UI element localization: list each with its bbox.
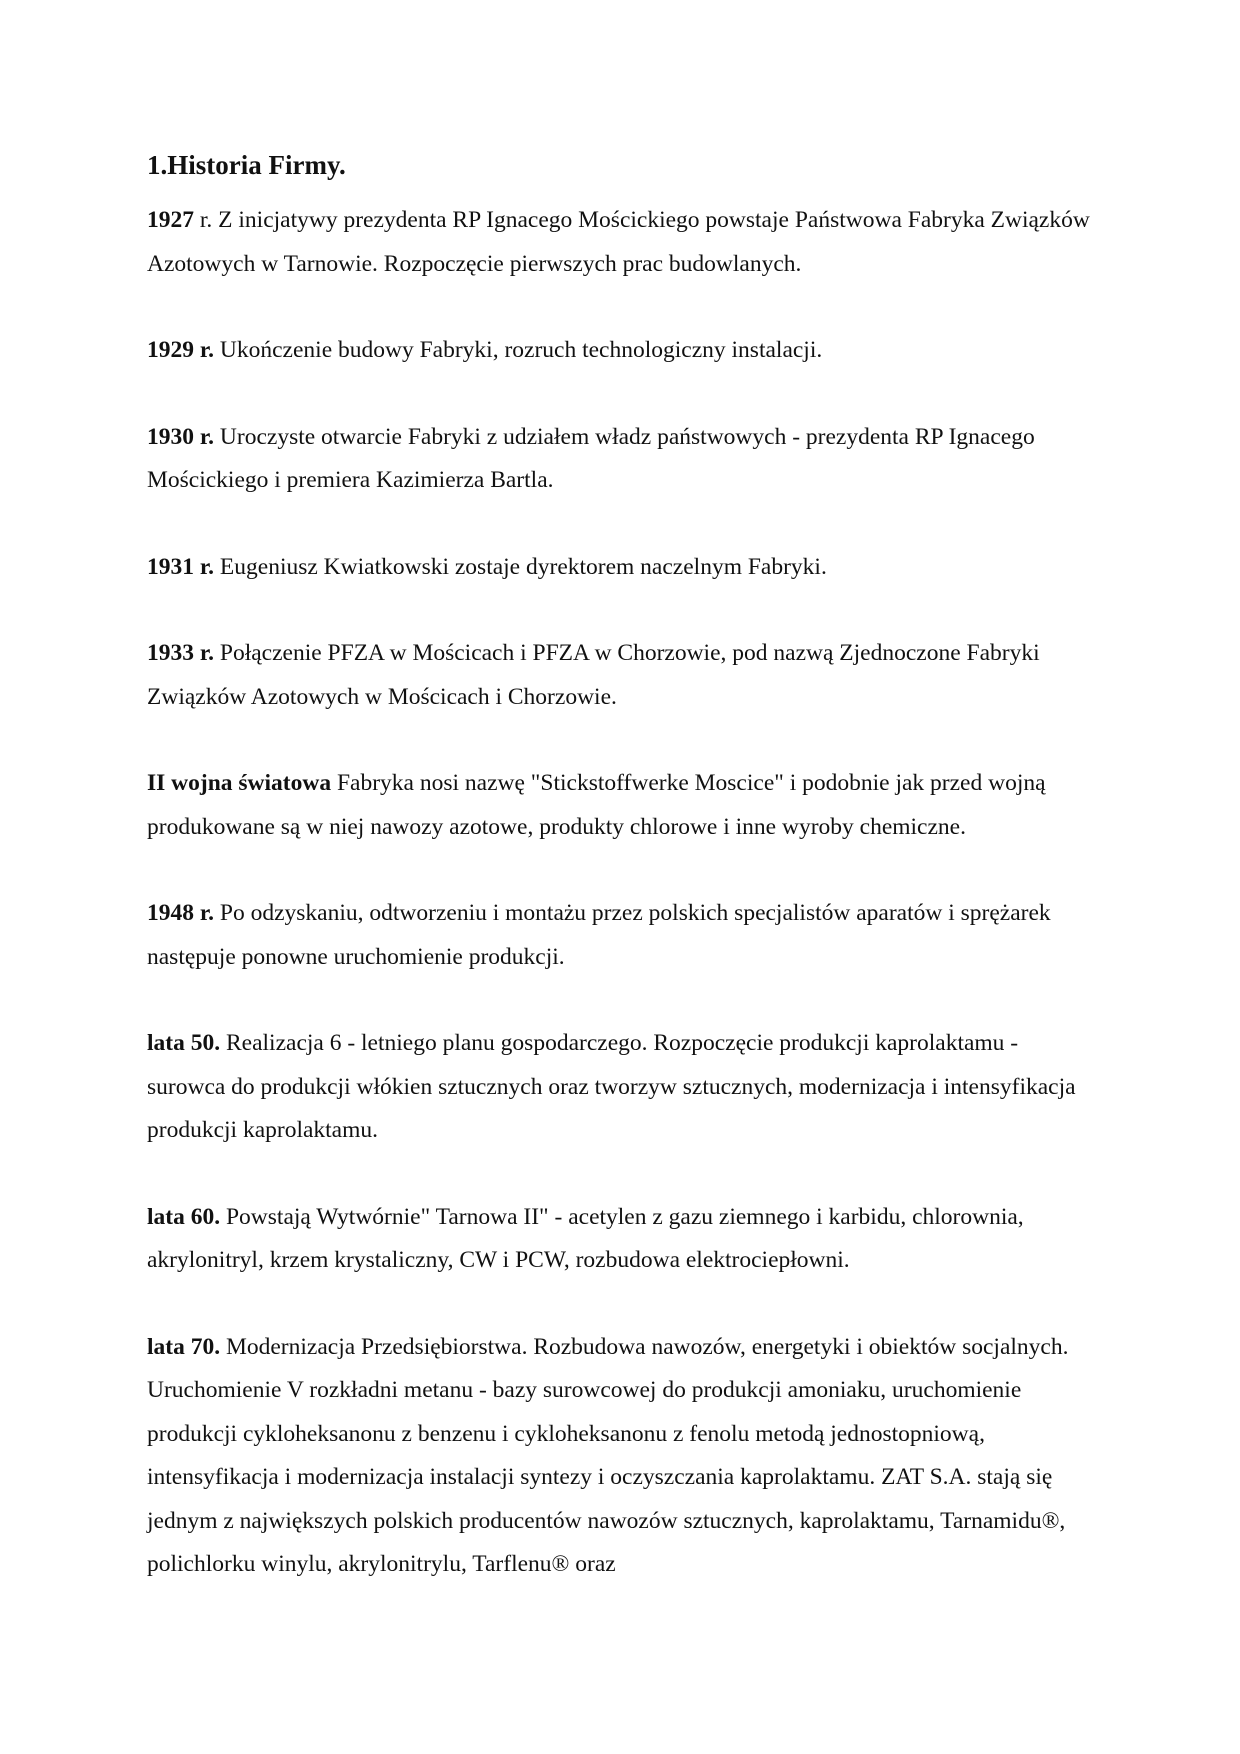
entry-text: Uroczyste otwarcie Fabryki z udziałem władz państwowych - prezydenta RP Ignacego Mościckiego i premiera Kazimierza Bartla. xyxy=(147,423,1035,493)
entry-text: Eugeniusz Kwiatkowski zostaje dyrektorem naczelnym Fabryki. xyxy=(219,553,827,580)
entry-text: Fabryka nosi nazwę "Stickstoffwerke Moscice" i podobnie jak przed wojną produkowane są w niej nawozy azotowe, produkty chlorowe i inne wyroby chemiczne. xyxy=(147,770,1046,840)
entry-label: lata 60. xyxy=(147,1203,221,1230)
entry-label: 1933 r. xyxy=(147,640,215,666)
entry-text: Połączenie PFZA w Mościcach i PFZA w Chorzowie, pod nazwą Zjednoczone Fabryki Związków Azotowych w Mościcach i Chorzowie. xyxy=(147,640,1040,710)
page-title: 1.Historia Firmy. xyxy=(147,150,346,180)
entry-label: 1929 r. xyxy=(147,337,215,363)
history-entry-1933 xyxy=(147,632,1097,719)
history-entry-ww2 xyxy=(147,762,1097,849)
entry-label: II wojna światowa xyxy=(147,770,332,796)
history-entry-1930 xyxy=(147,416,1097,503)
history-entry-1950s xyxy=(147,1022,1097,1153)
document-page xyxy=(147,145,1097,1630)
entry-text: Modernizacja Przedsiębiorstwa. Rozbudowa nawozów, energetyki i obiektów socjalnych. Uruchomienie V rozkładni metanu - bazy surowcowej do produkcji amoniaku, uruchomienie produkcji cykloheksanonu z benzenu i cykloheksanonu z fenolu metodą jednostopniową, intensyfikacja i modernizacja instalacji syntezy i oczyszczania kaprolaktamu. ZAT S.A. stają się jednym z największych polskich producentów nawozów sztucznych, kaprolaktamu, Tarnamidu®, polichlorku winylu, akrylonitrylu, Tarflenu® oraz xyxy=(147,1333,1069,1577)
entry-label: lata 70. xyxy=(147,1333,221,1360)
history-entry-1948 xyxy=(147,892,1097,979)
entry-label: 1931 r. xyxy=(147,553,215,580)
entry-text: Po odzyskaniu, odtworzeniu i montażu przez polskich specjalistów aparatów i sprężarek następuje ponowne uruchomienie produkcji. xyxy=(147,900,1051,970)
entry-text: r. Z inicjatywy prezydenta RP Ignacego Mościckiego powstaje Państwowa Fabryka Związków Azotowych w Tarnowie. Rozpoczęcie pierwszych prac budowlanych. xyxy=(147,207,1090,277)
history-entry-1960s xyxy=(147,1196,1097,1283)
entry-label: lata 50. xyxy=(147,1030,221,1056)
entry-label: 1948 r. xyxy=(147,900,215,926)
history-entry-1970s xyxy=(147,1326,1097,1587)
entry-text: Powstają Wytwórnie" Tarnowa II" - acetylen z gazu ziemnego i karbidu, chlorownia, akrylonitryl, krzem krystaliczny, CW i PCW, rozbudowa elektrociepłowni. xyxy=(147,1203,1024,1273)
entry-text: Ukończenie budowy Fabryki, rozruch technologiczny instalacji. xyxy=(219,337,823,363)
entry-text: Realizacja 6 - letniego planu gospodarczego. Rozpoczęcie produkcji kaprolaktamu - surowca do produkcji włókien sztucznych oraz tworzyw sztucznych, modernizacja i intensyfikacja produkcji kaprolaktamu. xyxy=(147,1030,1076,1143)
history-entry-1929 xyxy=(147,329,1097,373)
entry-label: 1927 xyxy=(147,207,194,233)
history-entry-1927 xyxy=(147,199,1097,286)
entry-label: 1930 r. xyxy=(147,423,215,450)
history-entry-1931 xyxy=(147,546,1097,590)
